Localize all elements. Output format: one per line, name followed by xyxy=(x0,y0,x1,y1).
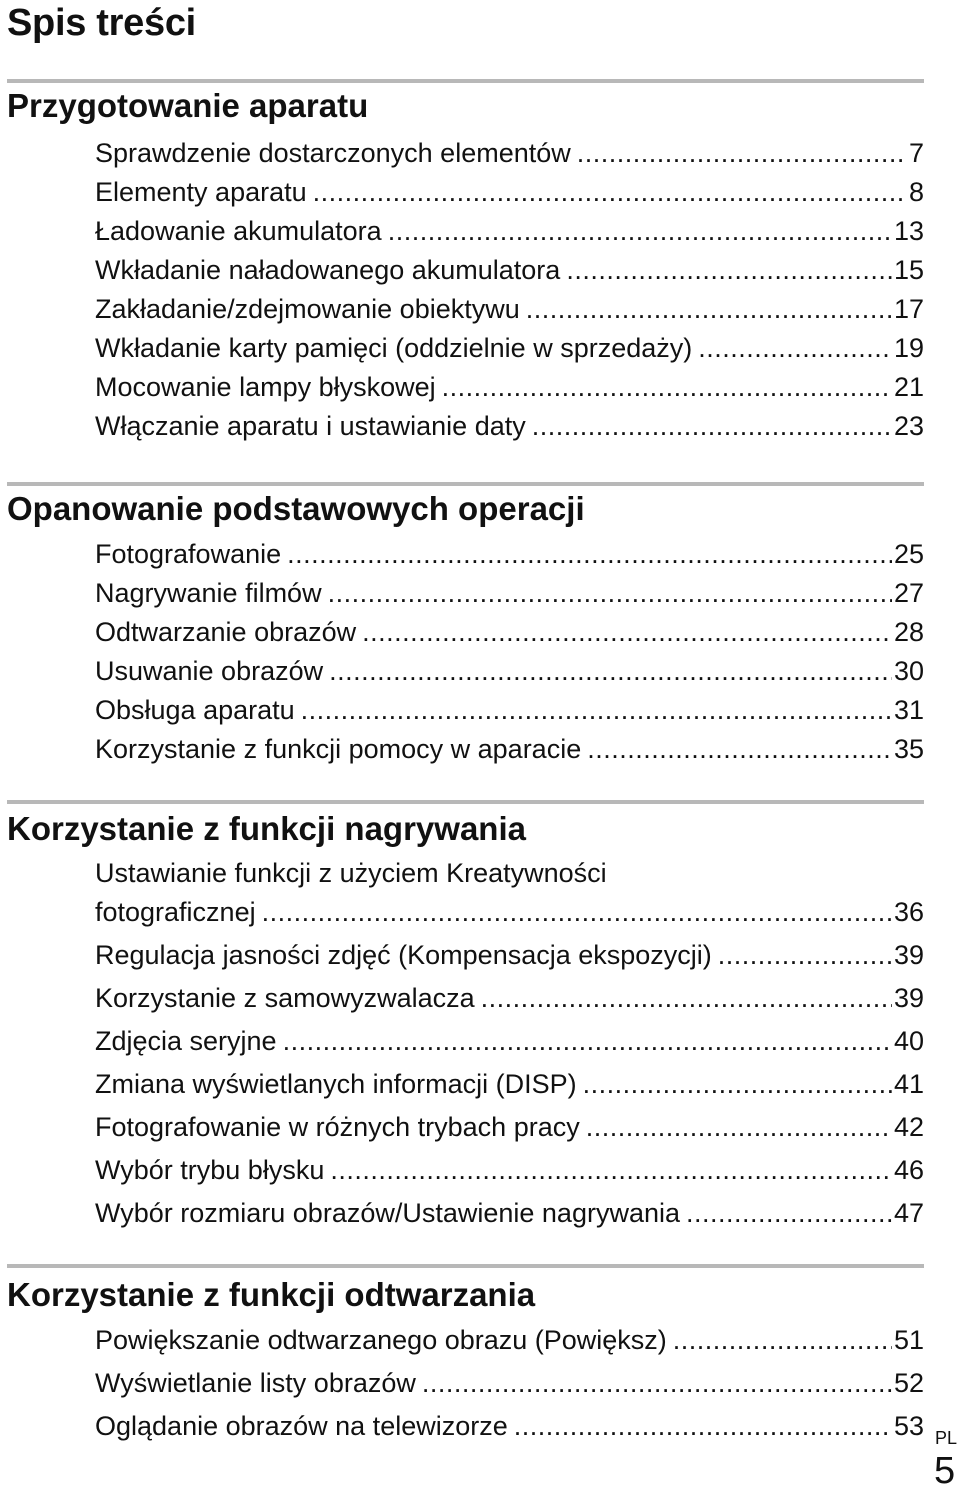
toc-entry[interactable] xyxy=(95,578,924,609)
toc-entry[interactable] xyxy=(95,1069,924,1100)
toc-entry-label: Wyświetlanie listy obrazów xyxy=(95,1368,416,1398)
toc-entry[interactable] xyxy=(95,411,924,442)
section-rule xyxy=(7,800,924,804)
toc-entry-label: Zdjęcia seryjne xyxy=(95,1026,277,1056)
toc-entry[interactable] xyxy=(95,1026,924,1057)
toc-entry-label: Korzystanie z samowyzwalacza xyxy=(95,983,475,1013)
toc-entry-label: Elementy aparatu xyxy=(95,177,307,207)
toc-entry-page: 39 xyxy=(893,940,924,970)
toc-entry-page: 46 xyxy=(893,1155,924,1185)
toc-entry-page: 15 xyxy=(893,255,924,285)
toc-entry[interactable] xyxy=(95,734,924,765)
toc-leader-dots xyxy=(514,1411,892,1442)
toc-leader-dots xyxy=(362,617,892,648)
toc-entry-label: Zmiana wyświetlanych informacji (DISP) xyxy=(95,1069,577,1099)
toc-entry-page: 51 xyxy=(893,1325,924,1355)
toc-entry-page: 7 xyxy=(908,138,924,168)
toc-entry[interactable] xyxy=(95,1411,924,1442)
toc-entry-label: Ładowanie akumulatora xyxy=(95,216,382,246)
toc-entry[interactable] xyxy=(95,333,924,364)
toc-entry-label: Zakładanie/zdejmowanie obiektywu xyxy=(95,294,520,324)
section-title: Opanowanie podstawowych operacji xyxy=(7,490,585,527)
toc-leader-dots xyxy=(287,539,892,570)
toc-entry[interactable] xyxy=(95,177,924,208)
toc-entry-label: Sprawdzenie dostarczonych elementów xyxy=(95,138,571,168)
toc-entry-label: Nagrywanie filmów xyxy=(95,578,322,608)
toc-leader-dots xyxy=(718,940,892,971)
toc-entry-label: Włączanie aparatu i ustawianie daty xyxy=(95,411,526,441)
toc-entry-page: 23 xyxy=(893,411,924,441)
toc-entry[interactable] xyxy=(95,216,924,247)
toc-leader-dots xyxy=(673,1325,892,1356)
toc-entry[interactable] xyxy=(95,1368,924,1399)
toc-entry-label: Oglądanie obrazów na telewizorze xyxy=(95,1411,508,1441)
toc-leader-dots xyxy=(587,734,892,765)
toc-entry[interactable] xyxy=(95,372,924,403)
toc-entry-page: 19 xyxy=(893,333,924,363)
toc-entry-label: Mocowanie lampy błyskowej xyxy=(95,372,436,402)
language-mark: PL xyxy=(935,1428,958,1448)
toc-entry-label: Regulacja jasności zdjęć (Kompensacja ekspozycji) xyxy=(95,940,712,970)
toc-entry-label: Odtwarzanie obrazów xyxy=(95,617,357,647)
toc-leader-dots xyxy=(566,255,892,286)
toc-entry[interactable] xyxy=(95,897,924,928)
toc-entry-label: Fotografowanie w różnych trybach pracy xyxy=(95,1112,580,1142)
toc-leader-dots xyxy=(329,656,892,687)
toc-leader-dots xyxy=(388,216,892,247)
toc-entry-page: 8 xyxy=(908,177,924,207)
toc-entry[interactable] xyxy=(95,617,924,648)
toc-leader-dots xyxy=(262,897,892,928)
toc-entry-page: 41 xyxy=(893,1069,924,1099)
page-number: 5 xyxy=(934,1450,956,1492)
toc-leader-dots xyxy=(586,1112,892,1143)
section-title: Korzystanie z funkcji odtwarzania xyxy=(7,1276,536,1313)
toc-entry-label: Wybór rozmiaru obrazów/Ustawienie nagrywania xyxy=(95,1198,680,1228)
toc-leader-dots xyxy=(328,578,892,609)
toc-entry-page: 39 xyxy=(893,983,924,1013)
toc-entry-label: fotograficznej xyxy=(95,897,256,927)
toc-entry-label: Wkładanie naładowanego akumulatora xyxy=(95,255,561,285)
toc-entry-page: 31 xyxy=(893,695,924,725)
toc-leader-dots xyxy=(577,138,907,169)
toc-leader-dots xyxy=(313,177,907,208)
toc-leader-dots xyxy=(481,983,892,1014)
toc-entry-label: Obsługa aparatu xyxy=(95,695,295,725)
section-rule xyxy=(7,482,924,486)
toc-entry-label: Wkładanie karty pamięci (oddzielnie w sprzedaży) xyxy=(95,333,693,363)
section-rule xyxy=(7,79,924,83)
toc-leader-dots xyxy=(526,294,892,325)
toc-entry-page: 25 xyxy=(893,539,924,569)
toc-leader-dots xyxy=(330,1155,892,1186)
toc-entry-label: Wybór trybu błysku xyxy=(95,1155,325,1185)
toc-entry-label: Fotografowanie xyxy=(95,539,282,569)
section-title: Korzystanie z funkcji nagrywania xyxy=(7,810,526,847)
toc-entry[interactable] xyxy=(95,1325,924,1356)
toc-entry[interactable] xyxy=(95,695,924,726)
toc-entry[interactable] xyxy=(95,255,924,286)
toc-entry-page: 40 xyxy=(893,1026,924,1056)
toc-entry[interactable] xyxy=(95,983,924,1014)
toc-entry-page: 27 xyxy=(893,578,924,608)
toc-entry[interactable] xyxy=(95,1198,924,1229)
toc-leader-dots xyxy=(698,333,892,364)
toc-entry-page: 21 xyxy=(893,372,924,402)
page-title: Spis treści xyxy=(7,2,196,44)
toc-entry-page: 17 xyxy=(893,294,924,324)
toc-entry[interactable] xyxy=(95,1112,924,1143)
toc-leader-dots xyxy=(442,372,892,403)
toc-entry[interactable] xyxy=(95,1155,924,1186)
toc-leader-dots xyxy=(686,1198,892,1229)
toc-entry-page: 30 xyxy=(893,656,924,686)
toc-entry-label: Korzystanie z funkcji pomocy w aparacie xyxy=(95,734,582,764)
toc-entry-page: 52 xyxy=(893,1368,924,1398)
toc-entry-page: 47 xyxy=(893,1198,924,1228)
toc-entry[interactable] xyxy=(95,138,924,169)
toc-entry-first-line[interactable]: Ustawianie funkcji z użyciem Kreatywności xyxy=(95,858,607,888)
toc-entry-label: Usuwanie obrazów xyxy=(95,656,324,686)
toc-entry-page: 35 xyxy=(893,734,924,764)
section-rule xyxy=(7,1264,924,1268)
toc-leader-dots xyxy=(422,1368,892,1399)
toc-entry[interactable] xyxy=(95,539,924,570)
toc-entry-page: 53 xyxy=(893,1411,924,1441)
toc-entry-label: Powiększanie odtwarzanego obrazu (Powiększ) xyxy=(95,1325,667,1355)
section-title: Przygotowanie aparatu xyxy=(7,87,369,124)
toc-leader-dots xyxy=(301,695,892,726)
toc-leader-dots xyxy=(583,1069,892,1100)
toc-entry[interactable] xyxy=(95,940,924,971)
toc-entry-page: 42 xyxy=(893,1112,924,1142)
toc-leader-dots xyxy=(532,411,892,442)
toc-entry-page: 36 xyxy=(893,897,924,927)
toc-entry-page: 28 xyxy=(893,617,924,647)
toc-leader-dots xyxy=(283,1026,892,1057)
toc-entry[interactable] xyxy=(95,656,924,687)
toc-entry[interactable] xyxy=(95,294,924,325)
toc-entry-page: 13 xyxy=(893,216,924,246)
